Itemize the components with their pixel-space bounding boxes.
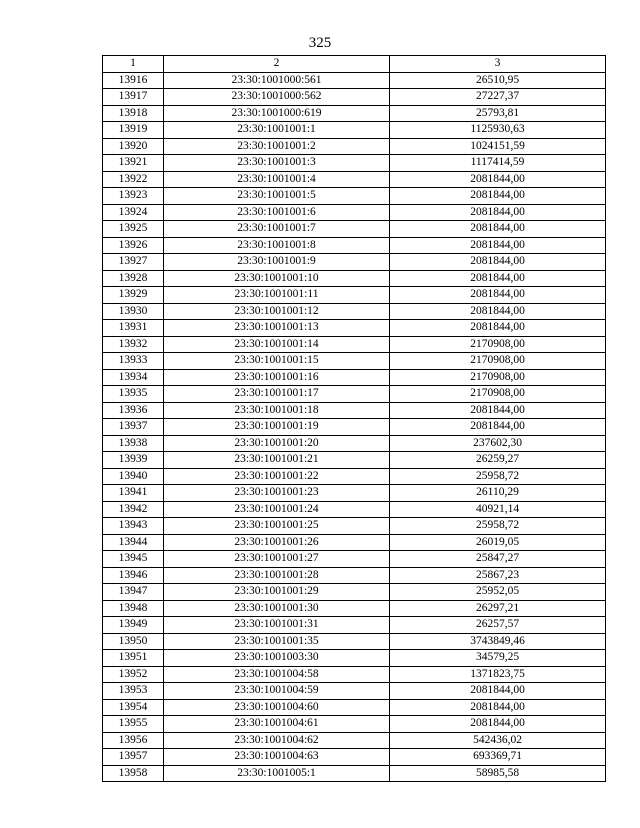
row-number-cell: 13935 [103,386,164,403]
row-number-cell: 13936 [103,402,164,419]
cadastral-number-cell: 23:30:1001001:30 [164,600,390,617]
value-cell: 26259,27 [390,452,606,469]
row-number-cell: 13940 [103,468,164,485]
cadastral-number-cell: 23:30:1001001:24 [164,501,390,518]
value-cell: 2081844,00 [390,188,606,205]
table-row [103,551,606,568]
row-number-cell: 13950 [103,633,164,650]
value-cell: 25793,81 [390,105,606,122]
page-number: 325 [308,35,332,51]
cadastral-number-cell: 23:30:1001001:25 [164,518,390,535]
cadastral-number-cell: 23:30:1001001:14 [164,336,390,353]
row-number-cell: 13945 [103,551,164,568]
value-cell: 237602,30 [390,435,606,452]
table-row [103,683,606,700]
table-row [103,287,606,304]
cadastral-number-cell: 23:30:1001003:30 [164,650,390,667]
row-number-cell: 13922 [103,171,164,188]
cadastral-number-cell: 23:30:1001001:3 [164,155,390,172]
value-cell: 2170908,00 [390,386,606,403]
row-number-cell: 13933 [103,353,164,370]
table-row [103,501,606,518]
row-number-cell: 13934 [103,369,164,386]
column-header-1: 1 [103,56,164,73]
cadastral-number-cell: 23:30:1001004:60 [164,699,390,716]
value-cell: 2081844,00 [390,402,606,419]
value-cell: 2081844,00 [390,171,606,188]
cadastral-number-cell: 23:30:1001001:5 [164,188,390,205]
column-header-3: 3 [390,56,606,73]
table-row [103,600,606,617]
cadastral-number-cell: 23:30:1001001:35 [164,633,390,650]
table-row [103,221,606,238]
value-cell: 2081844,00 [390,716,606,733]
row-number-cell: 13937 [103,419,164,436]
value-cell: 40921,14 [390,501,606,518]
value-cell: 2081844,00 [390,320,606,337]
row-number-cell: 13917 [103,89,164,106]
table-row [103,534,606,551]
row-number-cell: 13919 [103,122,164,139]
cadastral-number-cell: 23:30:1001001:20 [164,435,390,452]
table-row [103,732,606,749]
row-number-cell: 13924 [103,204,164,221]
table-row [103,320,606,337]
table-row [103,188,606,205]
cadastral-number-cell: 23:30:1001001:23 [164,485,390,502]
table-row [103,336,606,353]
row-number-cell: 13923 [103,188,164,205]
row-number-cell: 13930 [103,303,164,320]
cadastral-number-cell: 23:30:1001001:22 [164,468,390,485]
row-number-cell: 13948 [103,600,164,617]
table-row [103,485,606,502]
table-row [103,765,606,782]
cadastral-number-cell: 23:30:1001001:26 [164,534,390,551]
value-cell: 25847,27 [390,551,606,568]
cadastral-number-cell: 23:30:1001001:1 [164,122,390,139]
table-row [103,89,606,106]
table-row [103,716,606,733]
value-cell: 2081844,00 [390,287,606,304]
cadastral-number-cell: 23:30:1001001:31 [164,617,390,634]
cadastral-number-cell: 23:30:1001004:59 [164,683,390,700]
row-number-cell: 13957 [103,749,164,766]
row-number-cell: 13956 [103,732,164,749]
table-row [103,699,606,716]
value-cell: 2170908,00 [390,353,606,370]
cadastral-number-cell: 23:30:1001004:61 [164,716,390,733]
row-number-cell: 13926 [103,237,164,254]
cadastral-number-cell: 23:30:1001001:6 [164,204,390,221]
row-number-cell: 13938 [103,435,164,452]
row-number-cell: 13943 [103,518,164,535]
cadastral-number-cell: 23:30:1001001:11 [164,287,390,304]
value-cell: 26297,21 [390,600,606,617]
table-row [103,138,606,155]
cadastral-number-cell: 23:30:1001001:2 [164,138,390,155]
row-number-cell: 13921 [103,155,164,172]
table-row [103,171,606,188]
value-cell: 3743849,46 [390,633,606,650]
row-number-cell: 13958 [103,765,164,782]
table-row [103,254,606,271]
cadastral-number-cell: 23:30:1001001:16 [164,369,390,386]
table-row [103,650,606,667]
cadastral-number-cell: 23:30:1001001:15 [164,353,390,370]
table-row [103,419,606,436]
header-row [103,56,606,73]
cadastral-number-cell: 23:30:1001000:619 [164,105,390,122]
value-cell: 26510,95 [390,72,606,89]
row-number-cell: 13932 [103,336,164,353]
row-number-cell: 13944 [103,534,164,551]
row-number-cell: 13925 [103,221,164,238]
value-cell: 693369,71 [390,749,606,766]
value-cell: 25958,72 [390,518,606,535]
cadastral-number-cell: 23:30:1001001:27 [164,551,390,568]
value-cell: 2081844,00 [390,699,606,716]
table-row [103,468,606,485]
cadastral-number-cell: 23:30:1001004:63 [164,749,390,766]
value-cell: 27227,37 [390,89,606,106]
table-row [103,633,606,650]
value-cell: 1371823,75 [390,666,606,683]
row-number-cell: 13951 [103,650,164,667]
table-row [103,666,606,683]
cadastral-number-cell: 23:30:1001001:13 [164,320,390,337]
value-cell: 25958,72 [390,468,606,485]
cadastral-number-cell: 23:30:1001005:1 [164,765,390,782]
cadastral-number-cell: 23:30:1001001:7 [164,221,390,238]
cadastral-number-cell: 23:30:1001001:29 [164,584,390,601]
value-cell: 2081844,00 [390,419,606,436]
table-row [103,369,606,386]
row-number-cell: 13946 [103,567,164,584]
value-cell: 2081844,00 [390,683,606,700]
cadastral-number-cell: 23:30:1001001:18 [164,402,390,419]
data-table [102,55,606,782]
cadastral-number-cell: 23:30:1001000:561 [164,72,390,89]
table-row [103,402,606,419]
row-number-cell: 13949 [103,617,164,634]
row-number-cell: 13916 [103,72,164,89]
table-row [103,105,606,122]
table-row [103,237,606,254]
value-cell: 1024151,59 [390,138,606,155]
table-body [103,72,606,782]
row-number-cell: 13947 [103,584,164,601]
cadastral-number-cell: 23:30:1001001:28 [164,567,390,584]
cadastral-number-cell: 23:30:1001001:12 [164,303,390,320]
cadastral-number-cell: 23:30:1001001:9 [164,254,390,271]
row-number-cell: 13955 [103,716,164,733]
table-row [103,567,606,584]
value-cell: 2081844,00 [390,237,606,254]
column-header-2: 2 [164,56,390,73]
table-row [103,303,606,320]
table-row [103,617,606,634]
row-number-cell: 13931 [103,320,164,337]
value-cell: 2081844,00 [390,254,606,271]
table-row [103,518,606,535]
cadastral-number-cell: 23:30:1001001:19 [164,419,390,436]
table-row [103,435,606,452]
cadastral-number-cell: 23:30:1001001:10 [164,270,390,287]
row-number-cell: 13918 [103,105,164,122]
value-cell: 2081844,00 [390,303,606,320]
cadastral-number-cell: 23:30:1001004:58 [164,666,390,683]
value-cell: 58985,58 [390,765,606,782]
value-cell: 1117414,59 [390,155,606,172]
row-number-cell: 13941 [103,485,164,502]
value-cell: 26257,57 [390,617,606,634]
cadastral-number-cell: 23:30:1001001:21 [164,452,390,469]
cadastral-number-cell: 23:30:1001004:62 [164,732,390,749]
value-cell: 2081844,00 [390,204,606,221]
cadastral-number-cell: 23:30:1001001:8 [164,237,390,254]
value-cell: 1125930,63 [390,122,606,139]
value-cell: 34579,25 [390,650,606,667]
table-row [103,749,606,766]
table-row [103,122,606,139]
row-number-cell: 13928 [103,270,164,287]
table-row [103,155,606,172]
value-cell: 2081844,00 [390,221,606,238]
table-row [103,584,606,601]
row-number-cell: 13929 [103,287,164,304]
cadastral-number-cell: 23:30:1001001:17 [164,386,390,403]
row-number-cell: 13942 [103,501,164,518]
value-cell: 26019,05 [390,534,606,551]
table-row [103,353,606,370]
value-cell: 2170908,00 [390,336,606,353]
row-number-cell: 13927 [103,254,164,271]
row-number-cell: 13952 [103,666,164,683]
value-cell: 25952,05 [390,584,606,601]
table-row [103,72,606,89]
value-cell: 2081844,00 [390,270,606,287]
value-cell: 542436,02 [390,732,606,749]
cadastral-number-cell: 23:30:1001001:4 [164,171,390,188]
table-row [103,204,606,221]
cadastral-number-cell: 23:30:1001000:562 [164,89,390,106]
row-number-cell: 13954 [103,699,164,716]
table-row [103,452,606,469]
value-cell: 26110,29 [390,485,606,502]
table-row [103,386,606,403]
row-number-cell: 13953 [103,683,164,700]
value-cell: 25867,23 [390,567,606,584]
row-number-cell: 13939 [103,452,164,469]
row-number-cell: 13920 [103,138,164,155]
value-cell: 2170908,00 [390,369,606,386]
table-row [103,270,606,287]
